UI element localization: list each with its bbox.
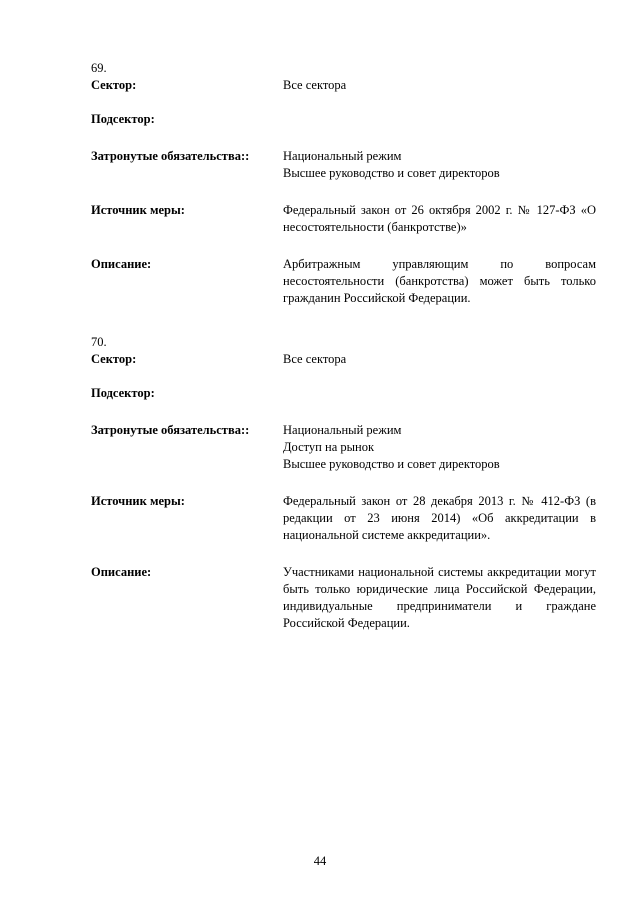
source-label: Источник меры:: [91, 494, 185, 508]
description-value: Арбитражным управляющим по вопросам несостоятельности (банкротства) может быть только гражданин Российской Федерации.: [283, 257, 596, 305]
sector-value: Все сектора: [283, 352, 347, 366]
source-row: [91, 493, 596, 544]
measure-entry-70: [91, 334, 596, 632]
description-value: Участниками национальной системы аккредитации могут быть только юридические лица Российской Федерации, индивидуальные предприниматели и граждане Российской Федерации.: [283, 565, 596, 630]
sector-row: [91, 77, 596, 94]
description-label: Описание:: [91, 565, 152, 579]
description-row: [91, 256, 596, 307]
subsector-row: [91, 385, 596, 402]
subsector-label: Подсектор:: [91, 112, 155, 126]
source-value: Федеральный закон от 26 октября 2002 г. № 127-ФЗ «О несостоятельности (банкротстве)»: [283, 203, 596, 234]
subsector-value: [283, 385, 596, 402]
obligation-item: Национальный режим: [283, 149, 402, 163]
source-value: Федеральный закон от 28 декабря 2013 г. № 412-ФЗ (в редакции от 23 июня 2014) «Об аккредитации в национальной системе аккредитации».: [283, 494, 596, 542]
page-number: 44: [313, 854, 327, 868]
obligations-value: [283, 422, 596, 473]
obligations-row: [91, 422, 596, 473]
obligations-row: [91, 148, 596, 182]
entry-number: 69.: [91, 61, 107, 75]
subsector-row: [91, 111, 596, 128]
sector-label: Сектор:: [91, 78, 137, 92]
obligation-item: Высшее руководство и совет директоров: [283, 166, 500, 180]
subsector-value: [283, 111, 596, 128]
source-row: [91, 202, 596, 236]
obligations-label: Затронутые обязательства::: [91, 423, 250, 437]
obligation-item: Высшее руководство и совет директоров: [283, 457, 500, 471]
sector-label: Сектор:: [91, 352, 137, 366]
sector-value: Все сектора: [283, 78, 347, 92]
description-row: [91, 564, 596, 632]
entry-number: 70.: [91, 335, 107, 349]
subsector-label: Подсектор:: [91, 386, 155, 400]
description-label: Описание:: [91, 257, 152, 271]
obligations-label: Затронутые обязательства::: [91, 149, 250, 163]
source-label: Источник меры:: [91, 203, 185, 217]
obligations-value: [283, 148, 596, 182]
sector-row: [91, 351, 596, 368]
measure-entry-69: [91, 60, 596, 307]
obligation-item: Национальный режим: [283, 423, 402, 437]
obligation-item: Доступ на рынок: [283, 440, 375, 454]
